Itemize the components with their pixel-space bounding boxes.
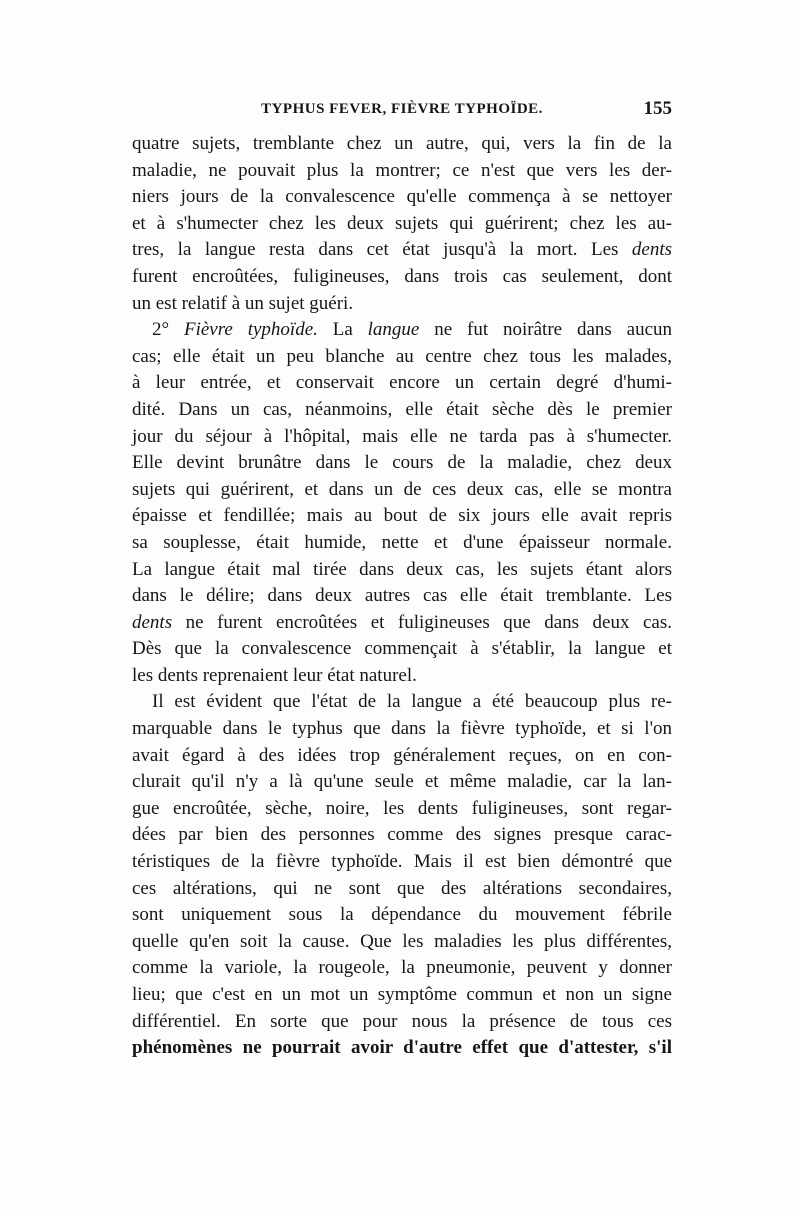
text-line <box>132 530 672 557</box>
text-line <box>132 689 672 716</box>
text-run: maladie, ne pouvait plus la montrer; ce n'est que vers les der- <box>132 159 672 181</box>
italic-text: dents <box>631 239 672 261</box>
text-run: Dès que la convalescence commençait à s'établir, la langue et <box>132 638 672 660</box>
text-line <box>132 237 672 264</box>
text-line <box>132 477 672 504</box>
text-run: quatre sujets, tremblante chez un autre, qui, vers la fin de la <box>132 133 672 154</box>
text-line <box>132 131 672 158</box>
text-line <box>132 1035 672 1062</box>
text-run: épaisse et fendillée; mais au bout de six jours elle avait repris <box>132 505 672 527</box>
text-run: lieu; que c'est en un mot un symptôme commun et non un signe <box>132 984 672 1005</box>
text-line <box>132 184 672 211</box>
text-line <box>132 450 672 477</box>
text-run: gue encroûtée, sèche, noire, les dents fuligineuses, sont regar- <box>132 797 672 819</box>
text-line <box>132 610 672 637</box>
text-run: avait égard à des idées trop généralement reçues, on en con- <box>132 744 672 766</box>
text-line <box>132 796 672 823</box>
text-line <box>132 982 672 1009</box>
text-line <box>132 503 672 530</box>
text-line <box>132 876 672 903</box>
text-run: 2° <box>152 319 184 341</box>
text-run: ne fut noirâtre dans aucun <box>419 319 672 341</box>
text-run: et à s'humecter chez les deux sujets qui guérirent; chez les au- <box>132 212 672 234</box>
text-run: marquable dans le typhus que dans la fièvre typhoïde, et si l'on <box>132 718 672 740</box>
text-line <box>132 1009 672 1036</box>
text-line <box>132 663 672 690</box>
text-run: sont uniquement sous la dépendance du mouvement fébrile <box>132 904 672 926</box>
text-run: dité. Dans un cas, néanmoins, elle était sèche dès le premier <box>132 398 672 420</box>
text-line <box>132 743 672 770</box>
text-run: téristiques de la fièvre typhoïde. Mais il est bien démontré que <box>132 851 672 873</box>
text-line <box>132 769 672 796</box>
text-run: dées par bien des personnes comme des signes presque carac- <box>132 824 672 846</box>
italic-text: langue <box>367 319 420 341</box>
text-line <box>132 636 672 663</box>
text-run: clurait qu'il n'y a là qu'une seule et même maladie, car la lan- <box>132 771 672 793</box>
text-run: sujets qui guérirent, et dans un de ces deux cas, elle se montra <box>132 478 672 500</box>
text-line <box>132 557 672 584</box>
running-head <box>132 97 672 121</box>
italic-text: dents <box>132 611 173 633</box>
text-line <box>132 424 672 451</box>
text-run: comme la variole, la rougeole, la pneumonie, peuvent y donner <box>132 957 672 979</box>
text-run: dans le délire; dans deux autres cas elle était tremblante. Les <box>132 585 672 607</box>
body-text <box>132 131 672 1062</box>
running-title: TYPHUS FEVER, FIÈVRE TYPHOÏDE. <box>261 101 543 117</box>
text-run: tres, la langue resta dans cet état jusqu'à la mort. Les <box>132 239 632 261</box>
text-run: phénomènes ne pourrait avoir d'autre effet que d'attester, s'il <box>132 1037 672 1059</box>
italic-text: Fièvre typhoïde. <box>183 319 318 341</box>
text-run: furent encroûtées, fuligineuses, dans trois cas seulement, dont <box>132 265 672 287</box>
text-run: La langue était mal tirée dans deux cas, les sujets étant alors <box>132 558 672 580</box>
text-line <box>132 291 672 318</box>
text-run: les dents reprenaient leur état naturel. <box>132 664 417 686</box>
text-run: jour du séjour à l'hôpital, mais elle ne tarda pas à s'humecter. <box>132 425 672 447</box>
text-run: un est relatif à un sujet guéri. <box>132 292 354 314</box>
text-line <box>132 370 672 397</box>
text-run: différentiel. En sorte que pour nous la présence de tous ces <box>132 1010 672 1032</box>
text-run: à leur entrée, et conservait encore un certain degré d'humi- <box>132 372 672 394</box>
text-run: niers jours de la convalescence qu'elle commença à se nettoyer <box>132 186 672 208</box>
text-run: ces altérations, qui ne sont que des altérations secondaires, <box>132 877 672 899</box>
text-run: cas; elle était un peu blanche au centre chez tous les malades, <box>132 345 672 367</box>
text-line <box>132 849 672 876</box>
text-line <box>132 716 672 743</box>
text-line <box>132 317 672 344</box>
text-line <box>132 583 672 610</box>
text-line <box>132 955 672 982</box>
text-run: La <box>317 319 368 341</box>
text-run: Il est évident que l'état de la langue a été beaucoup plus re- <box>152 691 672 713</box>
text-line <box>132 264 672 291</box>
text-line <box>132 158 672 185</box>
text-run: quelle qu'en soit la cause. Que les maladies les plus différentes, <box>132 930 672 952</box>
text-line <box>132 822 672 849</box>
text-line <box>132 902 672 929</box>
text-line <box>132 397 672 424</box>
text-line <box>132 211 672 238</box>
text-line <box>132 344 672 371</box>
text-line <box>132 929 672 956</box>
text-run: ne furent encroûtées et fuligineuses que dans deux cas. <box>172 611 672 633</box>
text-run: sa souplesse, était humide, nette et d'une épaisseur normale. <box>132 531 672 553</box>
text-run: Elle devint brunâtre dans le cours de la maladie, chez deux <box>132 452 672 474</box>
page-number: 155 <box>643 98 672 119</box>
